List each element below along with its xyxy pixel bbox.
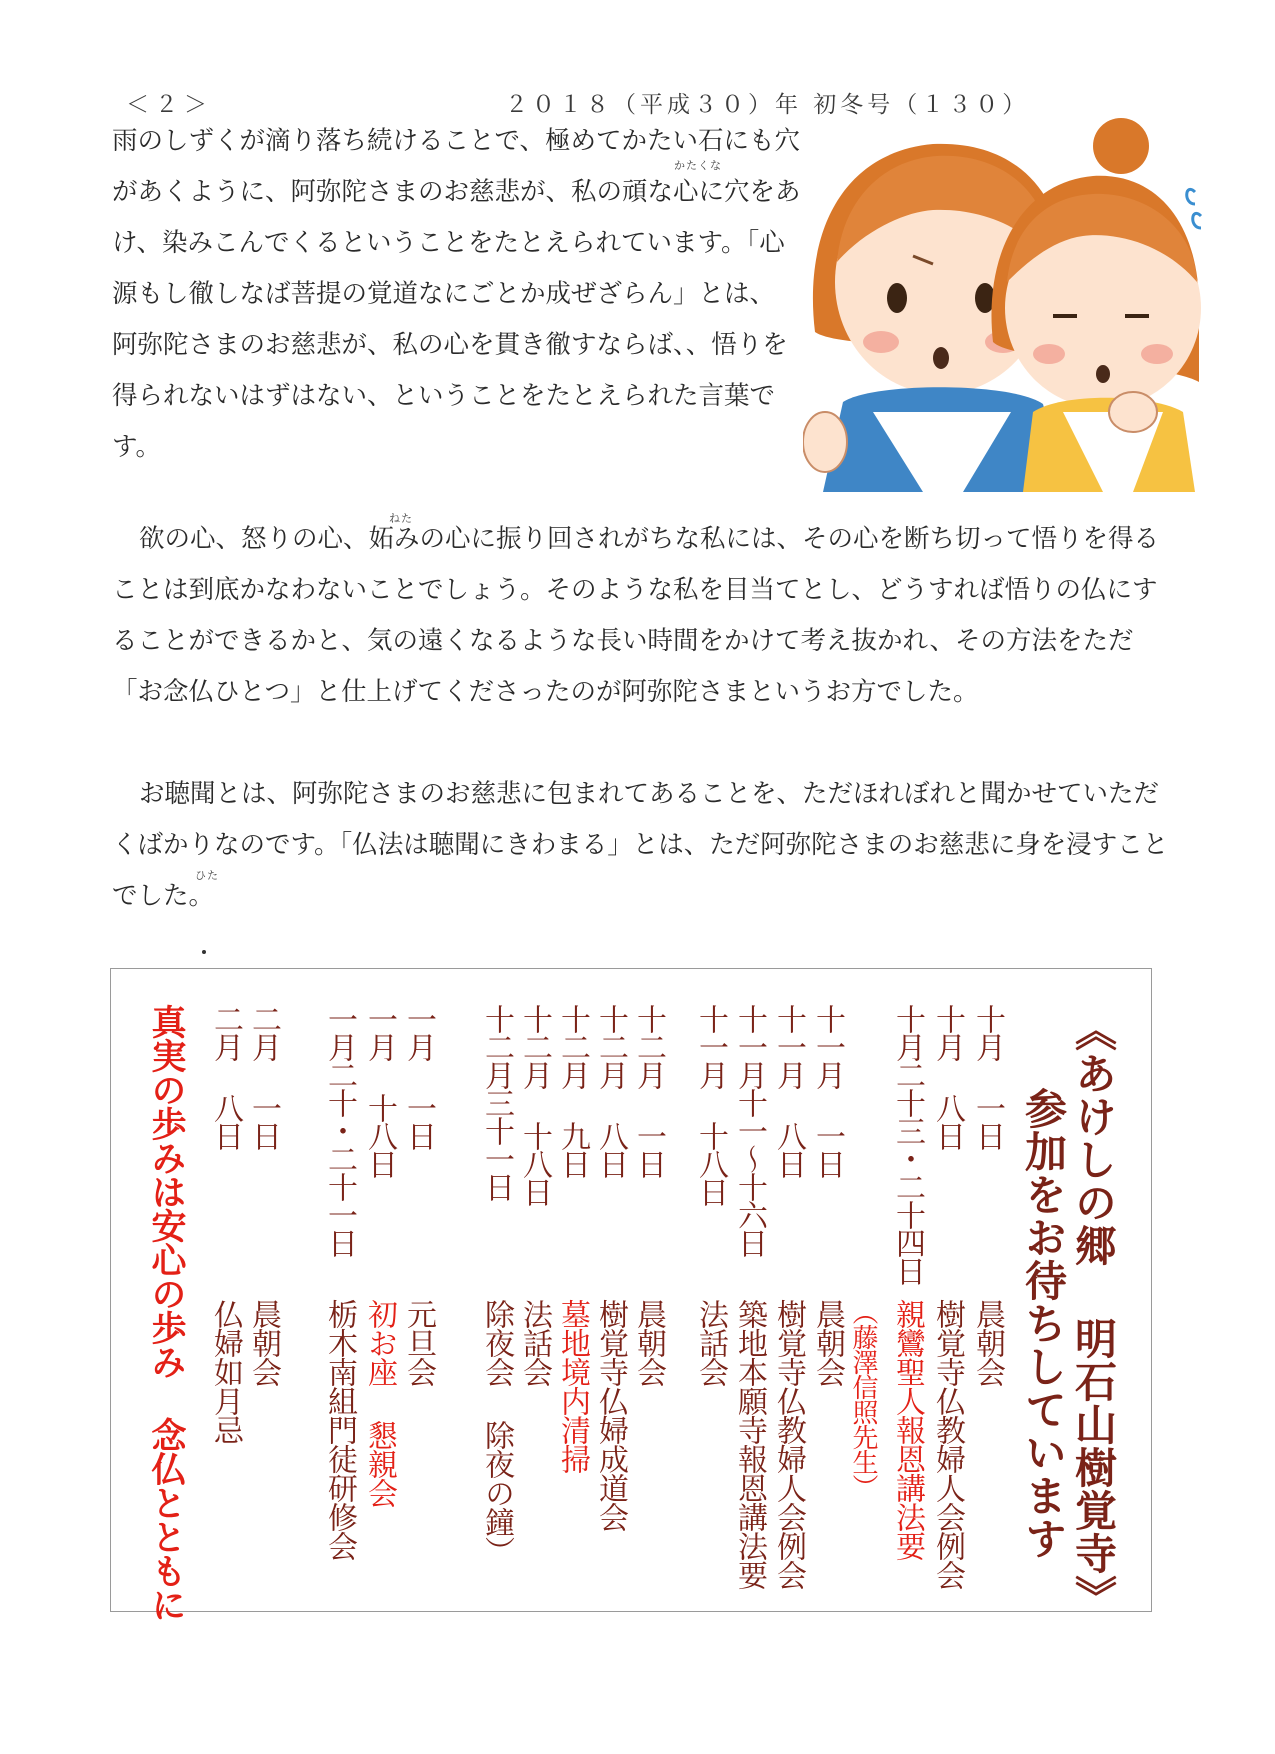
date-entry: 十一月 十八日	[693, 1004, 728, 1205]
slogan: 真実の歩みは安心の歩み 念仏とともに	[146, 1004, 186, 1621]
event-entry: 元旦会	[401, 1299, 436, 1386]
date-entry: 十二月 十八日	[517, 1004, 552, 1205]
body-text-1: 雨のしずくが滴り落ち続けることで、極めてかたい石にも穴があくように、阿弥陀さまのお慈悲が、私の頑な心に穴をあけ、染みこんでくるということをたとえられています。「心源もし徹しなば菩提の覚道なにごとか成ぜざらん」とは、	[112, 126, 801, 309]
date-entry: 十月 八日	[930, 1004, 965, 1149]
body-paragraph-2: 欲の心、怒りの心、妬みの心に振り回されがちな私には、その心を断ち切って悟りを得ることは到底かなわないことでしょう。そのような私を目当てとし、どうすれば悟りの仏にすることができるかと、気の遠くなるような長い時間をかけて考え抜かれ、その方法をただ「お念仏ひとつ」と仕上げてくださったのが阿弥陀さまというお方でした。	[112, 524, 1160, 707]
schedule-box	[110, 968, 1152, 1621]
event-entry: 晨朝会	[246, 1299, 281, 1386]
illustration-two-girls	[803, 112, 1203, 492]
date-entry: 十一月 八日	[771, 1004, 806, 1177]
event-entry: 除夜会 除夜の鐘）	[479, 1299, 514, 1565]
stray-dot	[202, 950, 206, 954]
event-entry: 築地本願寺報恩講法要	[732, 1299, 767, 1589]
date-entry: 十一月十一～十六日	[732, 1004, 767, 1256]
schedule-title-1: 《あけしの郷 明石山樹覚寺》	[1069, 1009, 1118, 1618]
date-entry: 一月 十八日	[362, 1004, 397, 1177]
date-entry: 一月 一日	[401, 1004, 436, 1149]
date-entry: 十二月 九日	[555, 1004, 590, 1177]
date-entry: 一月二十・二十一日	[322, 1004, 357, 1256]
event-entry: 仏婦如月忌	[208, 1299, 243, 1444]
body-paragraph-3: お聴聞とは、阿弥陀さまのお慈悲に包まれてあることを、ただほれぼれと聞かせていただくばかりなのです。「仏法は聴聞にきわまる」とは、ただ阿弥陀さまのお慈悲に身を浸すことでした。	[112, 779, 1169, 911]
date-entry: 十二月 八日	[593, 1004, 628, 1177]
event-entry: 晨朝会	[631, 1299, 666, 1386]
date-entry: 二月 一日	[246, 1004, 281, 1149]
furigana-neta: ねた	[389, 512, 413, 525]
event-entry: 初お座 懇親会	[362, 1299, 397, 1507]
event-entry: 墓地境内清掃	[555, 1299, 590, 1473]
event-entry: 晨朝会	[970, 1299, 1005, 1386]
event-entry: 法話会	[517, 1299, 552, 1386]
body-text-1b: 阿弥陀さまのお慈悲が、私の心を貫き徹すならば、、悟りを得られないはずはない、ということをたとえられた言葉です。	[112, 330, 788, 462]
furigana-hita: ひた	[195, 869, 219, 882]
event-entry: 樹覚寺仏教婦人会例会	[771, 1299, 806, 1589]
date-entry: 十二月 一日	[631, 1004, 666, 1177]
date-entry: 十二月三十一日	[479, 1004, 514, 1200]
event-entry: 樹覚寺仏教婦人会例会	[930, 1299, 965, 1589]
furigana-katakuna: かたくな	[674, 159, 722, 172]
event-entry: 晨朝会	[810, 1299, 845, 1386]
event-entry: 栃木南組門徒研修会	[322, 1299, 357, 1560]
date-entry: 二月 八日	[208, 1004, 243, 1149]
date-entry: 十月 一日	[970, 1004, 1005, 1149]
date-entry: 十一月 一日	[810, 1004, 845, 1177]
date-entry: 十月二十三・二十四日	[890, 1004, 925, 1284]
schedule-title-2: 参加をお待ちしています	[1019, 1087, 1068, 1560]
event-entry: （藤澤信照先生）	[848, 1299, 878, 1499]
issue-label: ２０１８（平成３０）年 初冬号（１３０）	[505, 92, 1030, 118]
event-entry: 法話会	[693, 1299, 728, 1386]
event-entry: 樹覚寺仏婦成道会	[593, 1299, 628, 1531]
event-entry: 親鸞聖人報恩講法要	[890, 1299, 925, 1560]
page-number: ＜２＞	[126, 92, 213, 118]
